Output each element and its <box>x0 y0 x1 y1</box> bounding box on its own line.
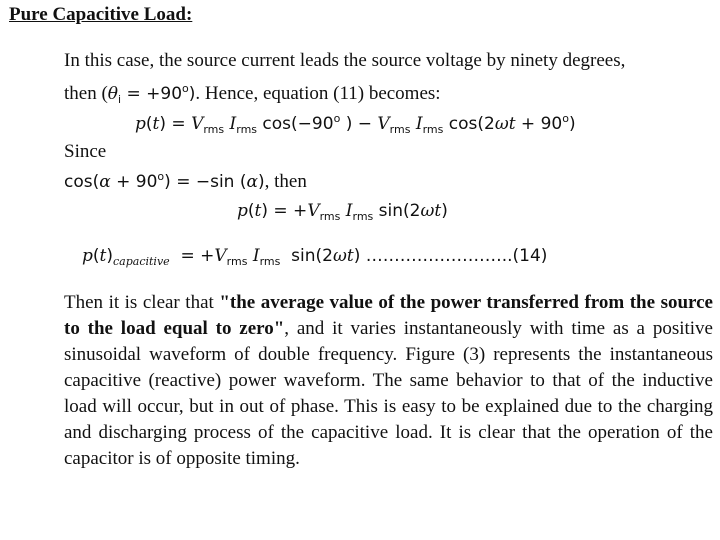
intro-line-2-prefix: then ( <box>64 83 108 104</box>
intro-line-1: In this case, the source current leads the source voltage by ninety degrees, <box>64 50 626 71</box>
intro-line-2 <box>64 82 441 106</box>
equation-power-simplified: $p(t) = +V_{rms}$ $I_{rms}$ sin(2ωt) <box>237 201 448 223</box>
equation-number: (14) <box>512 246 548 266</box>
intro-line-2-suffix: . Hence, equation (11) becomes: <box>195 83 441 104</box>
identity-line <box>64 170 307 193</box>
para-bold-statement: "the average value of the power transferred from the source to the load equal to zero" <box>64 292 713 339</box>
section-heading: Pure Capacitive Load: <box>9 4 193 25</box>
equation-power-expanded: $p(t) = V_{rms}$ $I_{rms}$ $\cos(-90^o$ ) − $V_{rms}$ $I_{rms}$ $\cos(2\omega t + 90^o)$ <box>135 112 576 136</box>
para-part-1: Then it is clear that <box>64 292 220 313</box>
body-paragraph <box>64 290 713 472</box>
equation-14: $p(t)_{capacitive} = +V_{rms}$ $I_{rms}$ sin(2ωt) ……………………..(14) <box>82 246 548 268</box>
para-part-2: , and it varies instantaneously with time as a positive sinusoidal waveform of double frequency. Figure (3) represents the instantaneous capacitive (reactive) power waveform. The same behavior to that of the inductive load will occur, but in out of phase. This is easy to be explained due to the charging and discharging process of the capacitive load. It is clear that the operation of the capacitor is of opposite timing. <box>64 318 713 469</box>
since-label: Since <box>64 141 107 162</box>
then-label: , then <box>264 171 307 192</box>
trig-identity: $\cos(\alpha + 90^o) = -\sin$ (α) <box>64 170 265 192</box>
theta-condition: $\theta_i = +90^o$) <box>107 82 196 106</box>
